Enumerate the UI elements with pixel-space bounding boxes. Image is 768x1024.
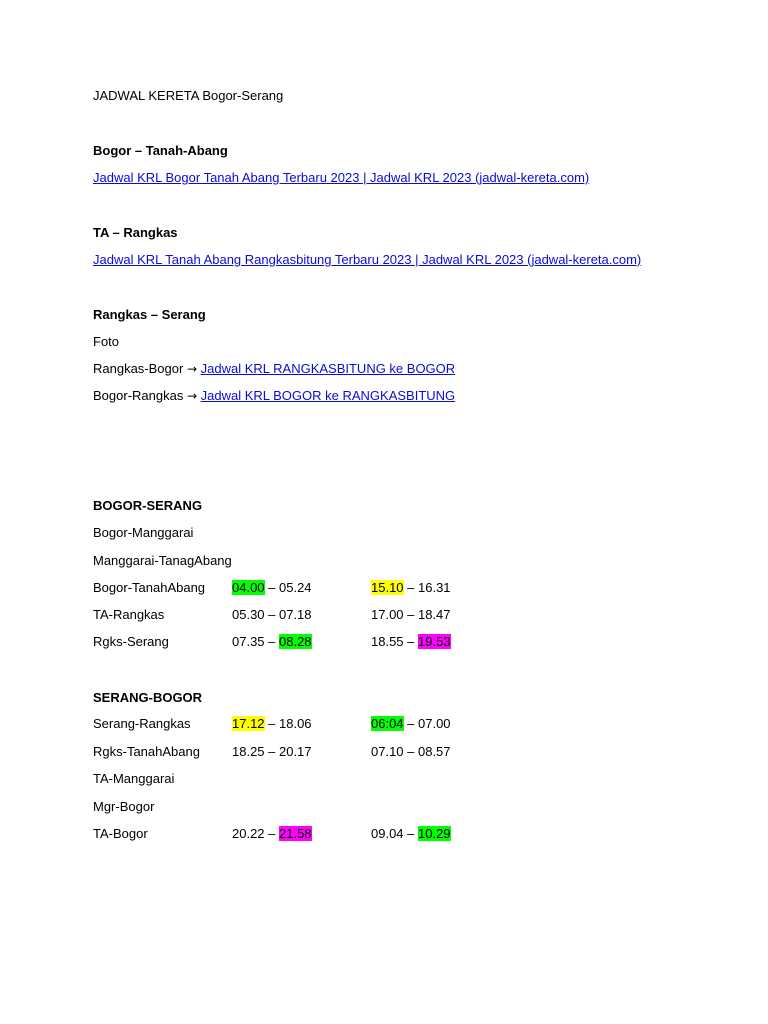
time-text: 07.35 – [232,634,279,649]
route-label: Rgks-TanahAbang [93,744,200,759]
link-jadwal-bogor-tanah-abang[interactable]: Jadwal KRL Bogor Tanah Abang Terbaru 2023 | Jadwal KRL 2023 (jadwal-kereta.com) [93,170,590,185]
route-label: TA-Rangkas [93,607,165,622]
route-label: Bogor-TanahAbang [93,580,206,595]
time-highlight-green: 08.28 [279,634,312,649]
time-cell-1 [232,716,312,732]
time-cell-1 [232,826,312,842]
time-text: – 18.06 [264,716,312,731]
route-label: Serang-Rangkas [93,716,191,731]
time-highlight-magenta: 19.53 [418,634,451,649]
bogor-rangkas-row [93,388,455,404]
arrow-right-icon: → [186,362,198,376]
section-heading-rangkas-serang: Rangkas – Serang [93,307,206,322]
rangkas-bogor-row [93,361,455,377]
route-label-manggarai-tanagabang: Manggarai-TanagAbang [93,553,232,568]
arrow-right-icon: → [186,389,198,403]
time-text: 18.55 – [371,634,418,649]
time-cell-2: 07.10 – 08.57 [371,744,451,759]
time-cell-1 [232,634,312,650]
time-text: 20.22 – [232,826,279,841]
time-highlight-yellow: 17.12 [232,716,265,731]
time-highlight-yellow: 15.10 [371,580,404,595]
route-label-ta-manggarai: TA-Manggarai [93,771,175,786]
time-cell-1: 05.30 – 07.18 [232,607,312,622]
link-jadwal-tanah-abang-rangkasbitung[interactable]: Jadwal KRL Tanah Abang Rangkasbitung Terbaru 2023 | Jadwal KRL 2023 (jadwal-kereta.com) [93,252,642,267]
time-highlight-green: 04.00 [232,580,265,595]
time-highlight-green: 06:04 [371,716,404,731]
time-cell-2 [371,826,451,842]
time-cell-2 [371,716,451,732]
route-label: TA-Bogor [93,826,148,841]
link-bogor-ke-rangkasbitung[interactable]: Jadwal KRL BOGOR ke RANGKASBITUNG [200,388,456,403]
time-cell-1: 18.25 – 20.17 [232,744,312,759]
time-cell-2 [371,580,451,596]
link-rangkasbitung-ke-bogor[interactable]: Jadwal KRL RANGKASBITUNG ke BOGOR [200,361,456,376]
link-row-2 [93,252,641,268]
time-text: – 05.24 [264,580,312,595]
section-heading-serang-bogor: SERANG-BOGOR [93,690,203,705]
time-text: – 16.31 [403,580,451,595]
section-heading-ta-rangkas: TA – Rangkas [93,225,178,240]
foto-text: Foto [93,334,120,349]
time-cell-1 [232,580,312,596]
section-heading-bogor-tanah-abang: Bogor – Tanah-Abang [93,143,228,158]
route-label-bogor-manggarai: Bogor-Manggarai [93,525,194,540]
time-text: – 07.00 [403,716,451,731]
section-heading-bogor-serang: BOGOR-SERANG [93,498,203,513]
route-label: Rgks-Serang [93,634,169,649]
time-text: 09.04 – [371,826,418,841]
document-title: JADWAL KERETA Bogor-Serang [93,88,284,103]
link-row-1 [93,170,589,186]
time-cell-2 [371,634,451,650]
time-cell-2: 17.00 – 18.47 [371,607,451,622]
time-highlight-magenta: 21.58 [279,826,312,841]
route-label-mgr-bogor: Mgr-Bogor [93,799,155,814]
rangkas-bogor-label: Rangkas-Bogor [93,361,187,376]
time-highlight-green: 10.29 [418,826,451,841]
bogor-rangkas-label: Bogor-Rangkas [93,388,187,403]
